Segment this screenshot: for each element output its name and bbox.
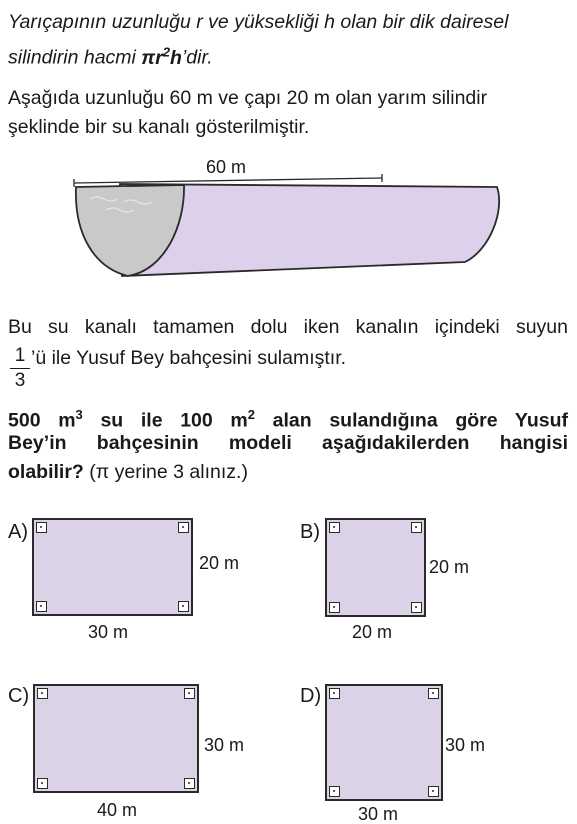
formula-h: h xyxy=(170,46,182,69)
q-part-3: alan sulandığına göre Yusuf xyxy=(254,409,569,432)
option-b-height-label: 20 m xyxy=(429,557,470,577)
right-angle-mark xyxy=(428,688,439,699)
option-d-letter[interactable]: D) xyxy=(300,685,322,707)
fraction-denominator: 3 xyxy=(14,370,26,391)
formula-r: r xyxy=(155,46,163,69)
option-d-height-label: 30 m xyxy=(445,735,486,755)
option-c-height-label: 30 m xyxy=(204,735,245,755)
dimension-line xyxy=(74,178,382,183)
volume-formula xyxy=(141,44,182,69)
fraction-bar xyxy=(10,368,30,369)
fraction-numerator: 1 xyxy=(14,345,26,366)
intro-line-2-suffix: ’dir. xyxy=(181,46,213,69)
right-angle-mark xyxy=(329,602,340,613)
right-angle-mark xyxy=(37,688,48,699)
right-angle-mark xyxy=(411,522,422,533)
right-angle-mark xyxy=(329,688,340,699)
option-d-rectangle[interactable] xyxy=(325,684,443,801)
description-line-1: Aşağıda uzunluğu 60 m ve çapı 20 m olan yarım silindir xyxy=(8,87,488,109)
right-angle-mark xyxy=(329,786,340,797)
right-angle-mark xyxy=(184,778,195,789)
q-exp-cubic: 3 xyxy=(75,407,83,422)
q-part-2: su ile 100 m xyxy=(82,409,248,432)
option-a-width-label: 30 m xyxy=(88,622,129,642)
length-label: 60 m xyxy=(205,157,247,177)
description-line-2: şeklinde bir su kanalı gösterilmiştir. xyxy=(8,116,310,138)
intro-line-2 xyxy=(8,37,568,73)
option-c-letter[interactable]: C) xyxy=(8,685,30,707)
formula-exponent: 2 xyxy=(162,44,171,59)
option-c-width-label: 40 m xyxy=(97,800,138,820)
right-angle-mark xyxy=(37,778,48,789)
option-a-rectangle[interactable] xyxy=(32,518,193,616)
option-a-letter[interactable]: A) xyxy=(8,521,28,543)
option-b-letter[interactable]: B) xyxy=(300,521,320,543)
right-angle-mark xyxy=(36,522,47,533)
right-angle-mark xyxy=(411,602,422,613)
question-note: (π yerine 3 alınız.) xyxy=(83,461,248,483)
formula-pi: π xyxy=(141,46,156,69)
one-third-fraction xyxy=(10,345,30,392)
right-angle-mark xyxy=(36,601,47,612)
half-cylinder-channel-figure xyxy=(60,150,505,290)
option-c-rectangle[interactable] xyxy=(33,684,199,793)
q-part-1: 500 m xyxy=(8,409,76,432)
right-angle-mark xyxy=(178,522,189,533)
question-line-2: Bey’in bahçesinin modeli aşağıdakilerden hangisi xyxy=(8,432,568,454)
body-line-2: ’ü ile Yusuf Bey bahçesini sulamıştır. xyxy=(31,347,347,369)
intro-line-1: Yarıçapının uzunluğu r ve yüksekliği h olan bir dik dairesel xyxy=(8,11,509,33)
right-angle-mark xyxy=(428,786,439,797)
question-line-3 xyxy=(8,458,568,487)
q-exp-square: 2 xyxy=(247,407,255,422)
right-angle-mark xyxy=(184,688,195,699)
option-b-rectangle[interactable] xyxy=(325,518,426,617)
body-line-1: Bu su kanalı tamamen dolu iken kanalın içindeki suyun xyxy=(8,316,568,338)
option-b-width-label: 20 m xyxy=(352,622,393,642)
right-angle-mark xyxy=(178,601,189,612)
option-a-height-label: 20 m xyxy=(199,553,240,573)
option-d-width-label: 30 m xyxy=(358,804,399,824)
intro-line-2-text: silindirin hacmi xyxy=(8,46,142,69)
question-ending: olabilir? xyxy=(8,461,84,483)
right-angle-mark xyxy=(329,522,340,533)
